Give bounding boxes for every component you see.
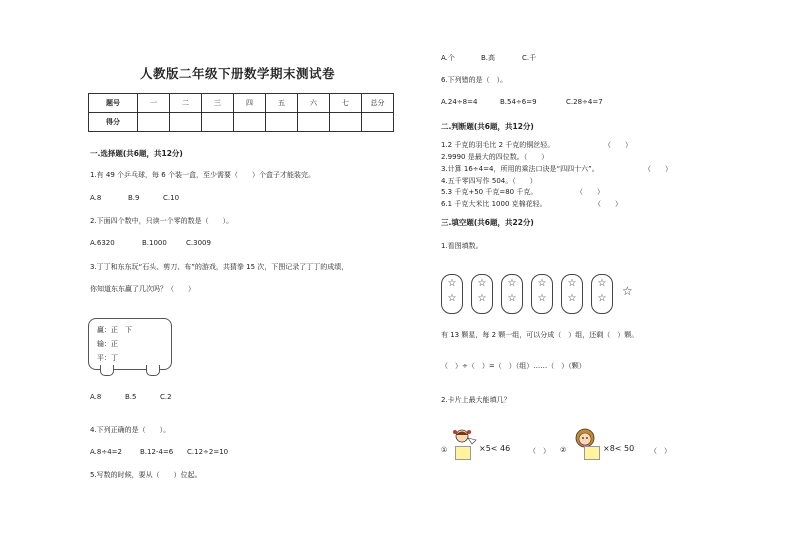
card-2-bracket[interactable]: （ ） [650,447,671,455]
question-5: 5.写数的时候，要从（ ）位起。 [90,471,202,479]
q1-option-c: C.10 [163,194,180,202]
judge-item-4: 4.五千零四写作 504。（ ） [441,177,537,185]
score-cell[interactable] [170,113,202,132]
board-leg-left [100,365,114,376]
q3-option-a: A.8 [90,393,102,401]
q6-option-c: C.28÷4=7 [566,98,603,106]
tally-win: 赢：正 下 [97,326,132,334]
star-group [441,274,463,314]
question-4: 4.下列正确的是（ ）。 [90,426,171,434]
judge-bracket-1[interactable]: （ ） [604,141,632,149]
score-cell[interactable] [330,113,362,132]
question-1: 1.有 49 个乒乓球，每 6 个装一盒，至少需要（ ）个盒子才能装完。 [90,171,315,179]
judge-item-6: 6.1 千克大米比 1000 克棉花轻。 [441,200,547,208]
q4-option-c: C.12÷2=10 [187,448,229,456]
fill-q1-line2: （ ）÷（ ）=（ ）（组）……（ ）（颗） [441,362,586,370]
score-table [88,93,394,132]
q2-option-b: B.1000 [142,239,167,247]
star-icon: ☆ [447,278,457,289]
q3-option-b: B.5 [125,393,137,401]
q6-option-a: A.24÷8=4 [441,98,478,106]
star-group [471,274,493,314]
table-cell: 总分 [362,94,394,113]
star-icon: ☆ [477,293,487,304]
q4-option-b: B.12-4=6 [140,448,174,456]
table-cell: 得分 [89,113,138,132]
table-cell: 二 [170,94,202,113]
section-heading-fill: 三.填空题(共6题，共22分) [441,218,534,227]
q2-option-a: A.6320 [90,239,115,247]
tally-board [88,318,172,370]
table-cell: 三 [202,94,234,113]
section-heading-judge: 二.判断题(共6题，共12分) [441,122,534,131]
judge-item-3: 3.计算 16÷4=4，所用的乘法口诀是“四四十六”。 [441,165,599,173]
star-icon: ☆ [447,293,457,304]
star-group [531,274,553,314]
q1-option-a: A.8 [90,194,102,202]
card-2-expression: ×8< 50 [603,444,635,453]
score-cell[interactable] [138,113,170,132]
q5-option-a: A.个 [441,54,455,62]
tally-lose: 输：正 [97,340,118,348]
judge-bracket-6[interactable]: （ ） [594,200,622,208]
score-cell[interactable] [362,113,394,132]
question-3-continued: 你知道东东赢了几次吗？（ ） [90,285,195,293]
score-cell[interactable] [202,113,234,132]
fill-q1-line1: 有 13 颗星，每 2 颗一组，可以分成（ ）组，还剩（ ）颗。 [441,331,639,339]
judge-item-2: 2.9990 是最大的四位数。（ ） [441,153,549,161]
fill-question-1: 1.看图填数。 [441,242,483,250]
q3-option-c: C.2 [160,393,172,401]
score-table-header-row [89,94,394,113]
judge-item-5: 5.3 千克+50 千克=80 千克。 [441,188,538,196]
q5-option-c: C.千 [522,54,537,62]
card-1-expression: ×5< 46 [479,444,511,453]
card-1-bracket[interactable]: （ ） [529,447,550,455]
star-icon: ☆ [567,293,577,304]
card-1-number: ① [441,446,448,454]
q2-option-c: C.3009 [186,239,211,247]
star-group [561,274,583,314]
star-group [591,274,613,314]
question-2: 2.下面四个数中，只读一个零的数是（ ）。 [90,217,234,225]
card-2-number: ② [560,446,567,454]
section-heading-choice: 一.选择题(共6题，共12分) [90,149,183,158]
star-group [501,274,523,314]
table-cell: 七 [330,94,362,113]
q6-option-b: B.54÷6=9 [500,98,537,106]
score-cell[interactable] [266,113,298,132]
answer-card-1[interactable] [455,446,471,460]
star-icon: ☆ [597,293,607,304]
judge-bracket-5[interactable]: （ ） [576,188,604,196]
star-icon: ☆ [507,293,517,304]
q4-option-a: A.8÷4=2 [90,448,122,456]
star-icon: ☆ [537,278,547,289]
q5-option-b: B.高 [481,54,496,62]
judge-item-1: 1.2 千克的羽毛比 2 千克的铜丝轻。 [441,141,555,149]
score-cell[interactable] [298,113,330,132]
table-cell: 四 [234,94,266,113]
question-3: 3.丁丁和东东玩“石头、剪刀、布”的游戏，共猜拳 15 次，下图记录了丁丁的成绩， [90,263,349,271]
star-icon: ☆ [567,278,577,289]
table-cell: 一 [138,94,170,113]
q1-option-b: B.9 [128,194,140,202]
board-leg-right [146,365,160,376]
question-6: 6.下列错的是（ ）。 [441,76,508,84]
star-icon: ☆ [622,284,633,298]
star-icon: ☆ [477,278,487,289]
star-icon: ☆ [537,293,547,304]
answer-card-2[interactable] [584,446,600,460]
table-cell: 题号 [89,94,138,113]
table-cell: 五 [266,94,298,113]
page-title: 人教版二年级下册数学期末测试卷 [140,66,336,81]
judge-bracket-3[interactable]: （ ） [644,165,672,173]
star-icon: ☆ [597,278,607,289]
score-cell[interactable] [234,113,266,132]
table-cell: 六 [298,94,330,113]
score-table-score-row [89,113,394,132]
fill-question-2: 2.卡片上最大能填几？ [441,396,511,404]
tally-draw: 平：丁 [97,354,118,362]
star-icon: ☆ [507,278,517,289]
